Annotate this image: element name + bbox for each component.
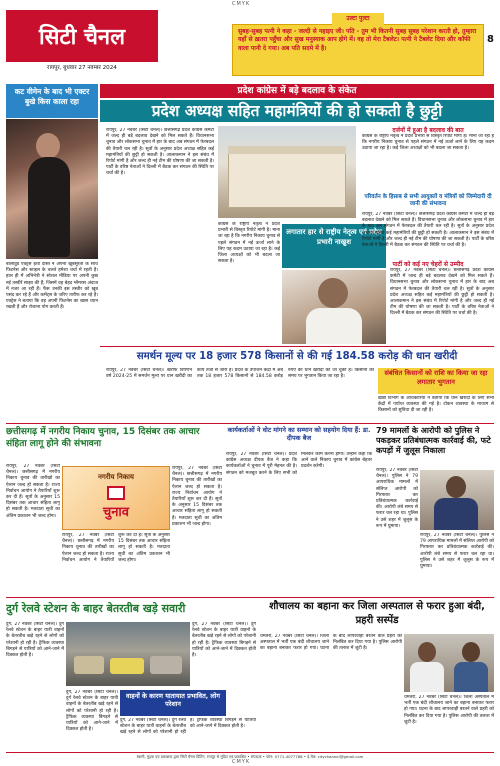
lead-body: रायपुर, 27 नवंबर (सिटी चैनल)। छत्तीसगढ़ प्रदेश कांग्रेस कमेटी में जल्द ही बड़े बदलाव देखने को मिल सकते हैं। विधानसभा चुनाव और लोकसभा चुनाव में हार के बाद अब संगठन में फेरबदल की तैयारी चल रही है। सूत्रों के अनुसार प्रदेश अध्यक्ष सहित कई महामंत्रियों की छुट्टी हो सकती है। आलाकमान ने इस संबंध में रिपोर्ट मांगी है और जल्द ही नई टीम की घोषणा की जा सकती है। पार्टी के वरिष्ठ नेताओं ने दिल्ली में बैठक कर संगठन की स्थिति पर चर्चा की है। (106, 128, 214, 177)
ulta-pulta-text: सुबह-सुबह पत्नी ने कहा - जल्दी से नहाइए जी। पति - तुम भी कितनी सुबह सुबह परेशान करती हो, तुम्हारा यहाँ से ख़तरा पहुँचा और सुख मनुस्याक आप होगे में। वह तो मेरा टैबलेट। पत्नी ने टैबलेट दिया और कॉफी वाला पानी दे गया। अब पति सदमे में है। (238, 28, 477, 52)
leader-photo (282, 270, 386, 344)
lead-subhead-2: परिवर्तन के हिसाब से सभी आयुक्तों व मंत्रियों को जिम्मेदारी दी जानी की संभावना (364, 194, 492, 208)
ulta-pulta-label: उल्टा पुल्टा (332, 13, 384, 25)
lead-banner-text: प्रदेश कांग्रेस में बड़े बदलाव के संकेत (237, 86, 357, 96)
lead-mid-text: कांग्रेस के राष्ट्रीय नेतृत्व ने प्रदेश प्रभारी से विस्तृत रिपोर्ट मांगी है। माना जा रहा है कि नगरीय निकाय चुनाव से पहले संगठन में नई ऊर्जा लाने के लिए यह कदम उठाया जा रहा है। कई जिला अध्यक्षों को भी बदला जा सकता है। (218, 222, 280, 265)
actress-photo (6, 119, 98, 259)
congress-building-photo (218, 126, 356, 218)
prisoner-photo (404, 634, 494, 692)
railway-body-4: दुर्ग, 27 नवंबर (सिटी चैनल)। दुर्ग रेलवे स्टेशन के बाहर यात्री वाहनों के बेतरतीब खड़े रहने से लोगों को परेशानी हो रही है। ट्रैफिक व्यवस्था बिगड़ने से यात्रियों को आने-जाने में दिक्कत होती है। (120, 718, 256, 736)
ballot-icon (107, 486, 125, 500)
election-poster-title: नगरीय निकाय (98, 473, 134, 481)
lead-headline: प्रदेश अध्यक्ष सहित महामंत्रियों की हो सकती है छुट्टी (100, 100, 494, 122)
lead-right-text-2: रायपुर, 27 नवंबर (सिटी चैनल)। छत्तीसगढ़ प्रदेश कांग्रेस कमेटी में जल्द ही बड़े बदलाव देखने को मिल सकते हैं। विधानसभा चुनाव और लोकसभा चुनाव में हार के बाद अब संगठन में फेरबदल की तैयारी चल रही है। सूत्रों के अनुसार प्रदेश अध्यक्ष सहित कई महामंत्रियों की छुट्टी हो सकती है। आलाकमान ने इस संबंध में रिपोर्ट मांगी है और जल्द ही नई टीम की घोषणा की जा सकती है। पार्टी के वरिष्ठ नेताओं ने दिल्ली में बैठक कर संगठन की स्थिति पर चर्चा की है। (362, 212, 494, 249)
police-headline: 79 मामलों के आरोपी को पुलिस ने पकड़कर प्रतिबंधात्मक कार्रवाई की, फटे कपड़ों में जुलूस निकाला (376, 426, 491, 455)
election-poster-word: चुनाव (102, 505, 130, 520)
railway-body-3: दुर्ग, 27 नवंबर (सिटी चैनल)। दुर्ग रेलवे स्टेशन के बाहर यात्री वाहनों के बेतरतीब खड़े रहने से लोगों को परेशानी हो रही है। ट्रैफिक व्यवस्था बिगड़ने से यात्रियों को आने-जाने में दिक्कत होती है। (192, 622, 256, 659)
hospital-headline: शौचालय का बहाना कर जिला अस्पताल से फरार हुआ बंदी, प्रहरी सस्पेंड (269, 601, 485, 626)
paddy-side-body: खाद्य विभाग के अधिकारियों ने बताया कि धान खरीदी के लिए सभी केंद्रों में पर्याप्त व्यवस्था की गई है। टोकन व्यवस्था के माध्यम से किसानों को सुविधा दी जा रही है। (378, 396, 494, 414)
railway-callout (120, 690, 226, 716)
left-story-headline: कट वीमेन के बाद भी एक्टर बुखे किस काला रहा (14, 87, 90, 106)
railway-callout-text: वाहनों के कारण यातायात प्रभावित, लोग परेशान (126, 692, 220, 709)
page-number: 8 (487, 34, 494, 45)
masthead-title-text: सिटी चैनल (38, 24, 126, 50)
congress-headline: कार्यकर्ताओं ने वोट मांगने का सम्मान को सहयोग दिया हैं: डा. दीपक बैज (227, 426, 371, 442)
masthead-title (6, 10, 158, 62)
lead-right-text-3: रायपुर, 27 नवंबर (सिटी चैनल)। छत्तीसगढ़ प्रदेश कांग्रेस कमेटी में जल्द ही बड़े बदलाव देखने को मिल सकते हैं। विधानसभा चुनाव और लोकसभा चुनाव में हार के बाद अब संगठन में फेरबदल की तैयारी चल रही है। सूत्रों के अनुसार प्रदेश अध्यक्ष सहित कई महामंत्रियों की छुट्टी हो सकती है। आलाकमान ने इस संबंध में रिपोर्ट मांगी है और जल्द ही नई टीम की घोषणा की जा सकती है। पार्टी के वरिष्ठ नेताओं ने दिल्ली में बैठक कर संगठन की स्थिति पर चर्चा की है। (390, 268, 494, 317)
election-body-2: रायपुर, 27 नवंबर (सिटी चैनल)। छत्तीसगढ़ में नगरीय निकाय चुनाव की तारीखों का ऐलान जल्द हो सकता है। राज्य निर्वाचन आयोग ने तैयारियाँ शुरू कर दी हैं। सूत्रों के अनुसार 15 दिसंबर तक आचार संहिता लागू हो सकती है। मतदाता सूची का अंतिम प्रकाशन भी जल्द होगा। (62, 533, 170, 563)
ulta-pulta-box (232, 24, 484, 76)
railway-body-2: दुर्ग, 27 नवंबर (सिटी चैनल)। दुर्ग रेलवे स्टेशन के बाहर यात्री वाहनों के बेतरतीब खड़े रहने से लोगों को परेशानी हो रही है। ट्रैफिक व्यवस्था बिगड़ने से यात्रियों को आने-जाने में दिक्कत होती है। (66, 690, 118, 733)
election-body-3: रायपुर, 27 नवंबर (सिटी चैनल)। छत्तीसगढ़ में नगरीय निकाय चुनाव की तारीखों का ऐलान जल्द हो सकता है। राज्य निर्वाचन आयोग ने तैयारियाँ शुरू कर दी हैं। सूत्रों के अनुसार 15 दिसंबर तक आचार संहिता लागू हो सकती है। मतदाता सूची का अंतिम प्रकाशन भी जल्द होगा। (172, 466, 222, 527)
hospital-body-2: धमतरी, 27 नवंबर (सिटी चैनल)। जिला अस्पताल में भर्ती एक बंदी शौचालय जाने का बहाना बनाकर फरार हो गया। घटना के बाद लापरवाही बरतने वाले प्रहरी को निलंबित कर दिया गया है। पुलिस आरोपी की तलाश में जुटी है। (404, 695, 494, 725)
election-poster (62, 466, 170, 530)
railway-body: दुर्ग, 27 नवंबर (सिटी चैनल)। दुर्ग रेलवे स्टेशन के बाहर यात्री वाहनों के बेतरतीब खड़े रहने से लोगों को परेशानी हो रही है। ट्रैफिक व्यवस्था बिगड़ने से यात्रियों को आने-जाने में दिक्कत होती है। (6, 622, 64, 659)
police-body: रायपुर, 27 नवंबर (सिटी चैनल)। पुलिस ने 79 आपराधिक मामलों में संलिप्त आरोपी को गिरफ्तार कर प्रतिबंधात्मक कार्रवाई की। आरोपी लंबे समय से फरार चल रहा था। पुलिस ने उसे शहर में जुलूस के रूप में घुमाया। (376, 468, 418, 529)
dateline: रायपुर, बुधवार 27 नवम्बर 2024 (47, 65, 117, 71)
paddy-body: रायपुर, 27 नवंबर (सिटी चैनल)। खरीफ विपणन वर्ष 2024-25 में समर्थन मूल्य पर धान खरीदी का कार्य तेजी से जारी है। प्रदेश के उपार्जन केंद्रों में अब तक 18 हजार 578 किसानों से 184.58 करोड़ रुपए की धान खरीदी की जा चुकी है। किसानों को समय पर भुगतान किया जा रहा है। (106, 368, 374, 380)
lead-subhead-3: पार्टी को कई नए चेहरों से उम्मीद (392, 261, 464, 268)
election-body: रायपुर, 27 नवंबर (सिटी चैनल)। छत्तीसगढ़ में नगरीय निकाय चुनाव की तारीखों का ऐलान जल्द हो सकता है। राज्य निर्वाचन आयोग ने तैयारियाँ शुरू कर दी हैं। सूत्रों के अनुसार 15 दिसंबर तक आचार संहिता लागू हो सकती है। मतदाता सूची का अंतिम प्रकाशन भी जल्द होगा। (6, 464, 60, 519)
cmyk-mark-bottom: CMYK (232, 759, 251, 765)
lead-right-text-1: कांग्रेस के राष्ट्रीय नेतृत्व ने प्रदेश प्रभारी से विस्तृत रिपोर्ट मांगी है। माना जा रहा है कि नगरीय निकाय चुनाव से पहले संगठन में नई ऊर्जा लाने के लिए यह कदम उठाया जा रहा है। कई जिला अध्यक्षों को भी बदला जा सकता है। (362, 134, 494, 152)
railway-headline: दुर्ग रेलवे स्टेशन के बाहर बेतरतीब खड़े सवारी (6, 602, 186, 615)
left-story-body: बॉलीवुड ऐक्ट्रेस ईशा दोस्त ने अपनी खूबसूरती के साथ फिटनेस और स्टाइल के चलते हमेशा चर्चा में रहती हैं। हाल ही में अभिनेत्री ने सोशल मीडिया पर अपनी कुछ नई तस्वीरें साझा की हैं, जिसमें वह बेहद ग्लैमरस अंदाज में नजर आ रही हैं। फैंस उनकी इस तस्वीर को खूब पसंद कर रहे हैं और कमेंट्स के जरिए तारीफ कर रहे हैं। एक्ट्रेस ने बताया कि वह अपनी फिटनेस का खास ध्यान रखती हैं और रोजाना योग करती हैं। (6, 262, 98, 311)
hospital-body: धमतरी, 27 नवंबर (सिटी चैनल)। जिला अस्पताल में भर्ती एक बंदी शौचालय जाने का बहाना बनाकर फरार हो गया। घटना के बाद लापरवाही बरतने वाले प्रहरी को निलंबित कर दिया गया है। पुलिस आरोपी की तलाश में जुटी है। (260, 634, 402, 652)
station-photo (66, 622, 190, 686)
imprint-line: स्वामी, मुद्रक एवं प्रकाशक द्वारा सिटी चैनल प्रिंटिंग, रायपुर से मुद्रित एवं प्रकाशित • संपादक • फोन: 0771-4077788 • ई-मेल: citychannel@gmail.com (136, 754, 364, 759)
accused-photo (420, 470, 494, 530)
pull-quote-text: लगातार हार से राष्ट्रीय नेतृत्व एवं प्रदेश प्रभारी नाखुश (286, 228, 382, 246)
election-headline: छत्तीसगढ़ में नगरीय निकाय चुनाव, 15 दिसंबर तक आचार संहिता लागू होने की संभावना (6, 427, 200, 449)
paddy-side-banner (378, 368, 494, 394)
congress-body: रायपुर, 27 नवंबर (सिटी चैनल)। प्रदेश कांग्रेस अध्यक्ष दीपक बैज ने कहा कि कार्यकर्ताओं ने चुनाव में पूरी मेहनत की है। संगठन को मजबूत करने के लिए सभी को मिलकर काम करना होगा। उन्होंने कहा कि आने वाले निकाय चुनाव में कांग्रेस बेहतर प्रदर्शन करेगी। (226, 452, 372, 476)
cmyk-mark-top: CMYK (232, 1, 251, 7)
lead-banner (100, 84, 494, 98)
police-body-2: रायपुर, 27 नवंबर (सिटी चैनल)। पुलिस ने 79 आपराधिक मामलों में संलिप्त आरोपी को गिरफ्तार कर प्रतिबंधात्मक कार्रवाई की। आरोपी लंबे समय से फरार चल रहा था। पुलिस ने उसे शहर में जुलूस के रूप में घुमाया। (420, 533, 494, 570)
paddy-headline: समर्थन मूल्य पर 18 हजार 578 किसानों से की गई 184.58 करोड़ की धान खरीदी (136, 351, 458, 362)
paddy-side-banner-text: संबंधित किसानों को राशि का किया जा रहा लगातार भुगतान (384, 369, 488, 386)
lead-subhead: दर्जनों में हुआ है बदलाव की बात (392, 127, 464, 134)
left-story-headline-box (6, 84, 98, 118)
